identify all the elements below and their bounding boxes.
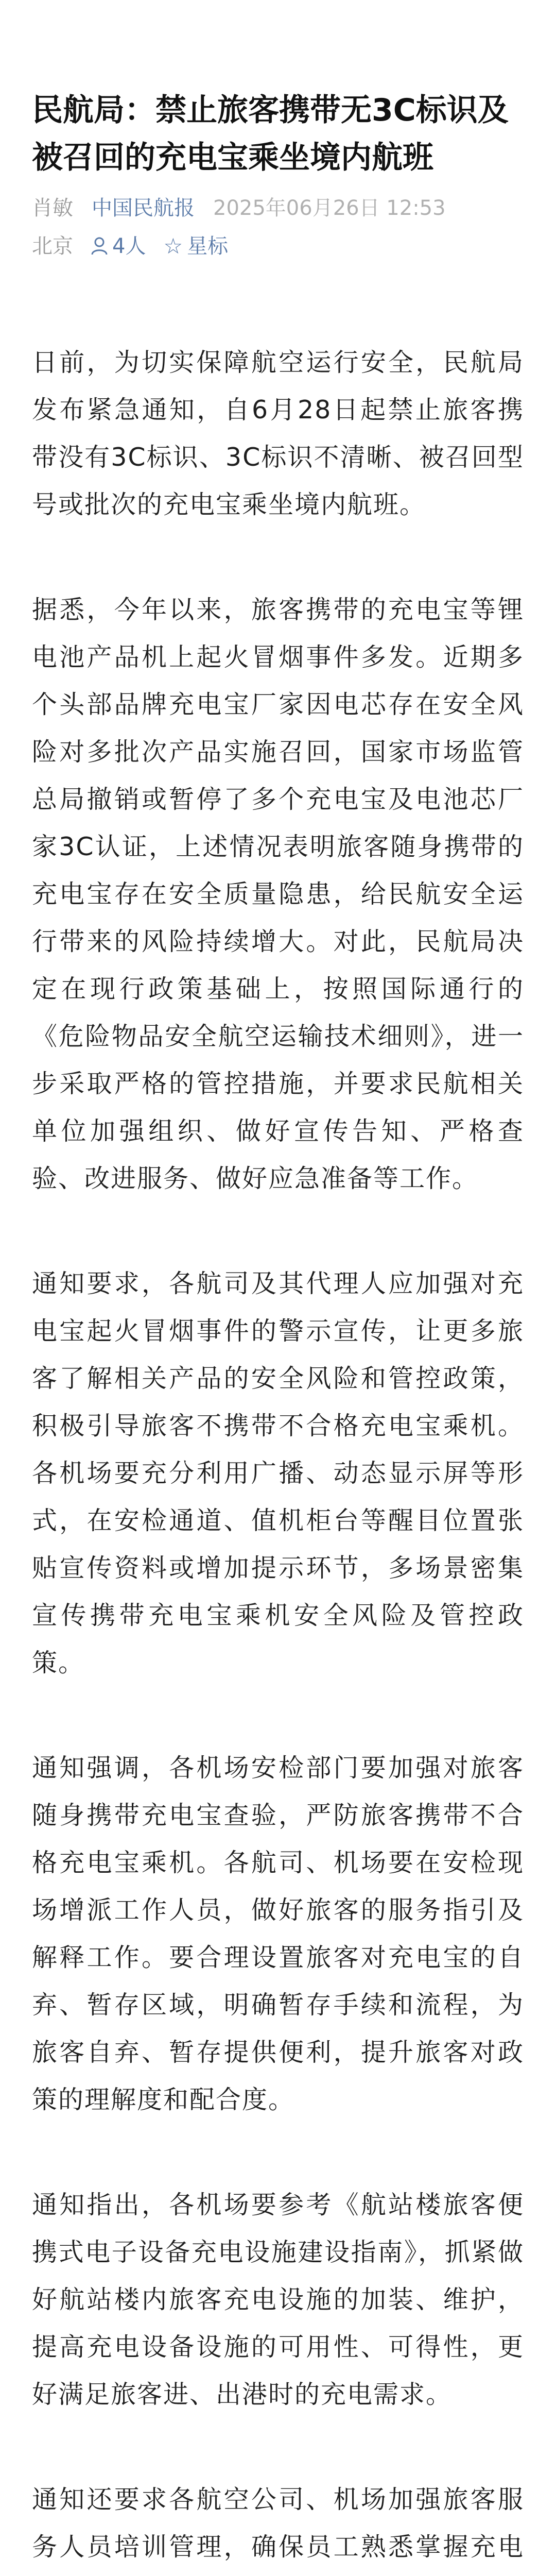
article-body [32,339,524,2576]
publish-date: 2025年06月26日 12:53 [213,196,446,220]
star-button[interactable] [163,231,228,262]
source-link[interactable]: 中国民航报 [92,196,195,220]
paragraph: 通知还要求各航空公司、机场加强旅客服务人员培训管理，确保员工熟悉掌握充电 [32,2485,524,2562]
readers-count-text: 4人 [112,234,146,258]
paragraph: 日前，为切实保障航空运行安全，民航局发布紧急通知，自6月28日起禁止旅客携带没有3C标识、3C标识不清晰、被召回型号或批次的充电宝乘坐境内航班。 [32,348,524,519]
article-title: 民航局：禁止旅客携带无3C标识及被召回的充电宝乘坐境内航班 [32,92,509,176]
meta-row-byline [32,193,524,224]
meta-row-stats [32,231,524,262]
article-meta [32,193,524,262]
location-label: 北京 [32,234,73,258]
paragraph: 据悉，今年以来，旅客携带的充电宝等锂电池产品机上起火冒烟事件多发。近期多个头部品牌充电宝厂家因电芯存在安全风险对多批次产品实施召回，国家市场监管总局撤销或暂停了多个充电宝及电池芯厂家3C认证，上述情况表明旅客随身携带的充电宝存在安全质量隐患，给民航安全运行带来的风险持续增大。对此，民航局决定在现行政策基础上，按照国际通行的《危险物品安全航空运输技术细则》，进一步采取严格的管控措施，并要求民航相关单位加强组织、做好宣传告知、严格查验、改进服务、做好应急准备等工作。 [32,595,524,1193]
readers-count [91,231,146,262]
person-icon [91,237,108,256]
star-label: 星标 [187,234,229,258]
paragraph: 通知强调，各机场安检部门要加强对旅客随身携带充电宝查验，严防旅客携带不合格充电宝乘机。各航司、机场要在安检现场增派工作人员，做好旅客的服务指引及解释工作。要合理设置旅客对充电宝的自弃、暂存区域，明确暂存手续和流程，为旅客自弃、暂存提供便利，提升旅客对政策的理解度和配合度。 [32,1753,524,2114]
paragraph: 通知指出，各机场要参考《航站楼旅客便携式电子设备充电设施建设指南》，抓紧做好航站楼内旅客充电设施的加装、维护，提高充电设备设施的可用性、可得性，更好满足旅客进、出港时的充电需求。 [32,2190,524,2409]
author-name: 肖敏 [32,196,73,220]
paragraph: 通知要求，各航司及其代理人应加强对充电宝起火冒烟事件的警示宣传，让更多旅客了解相关产品的安全风险和管控政策，积极引导旅客不携带不合格充电宝乘机。各机场要充分利用广播、动态显示屏等形式，在安检通道、值机柜台等醒目位置张贴宣传资料或增加提示环节，多场景密集宣传携带充电宝乘机安全风险及管控政策。 [32,1269,524,1677]
star-icon: ☆ [163,233,183,259]
